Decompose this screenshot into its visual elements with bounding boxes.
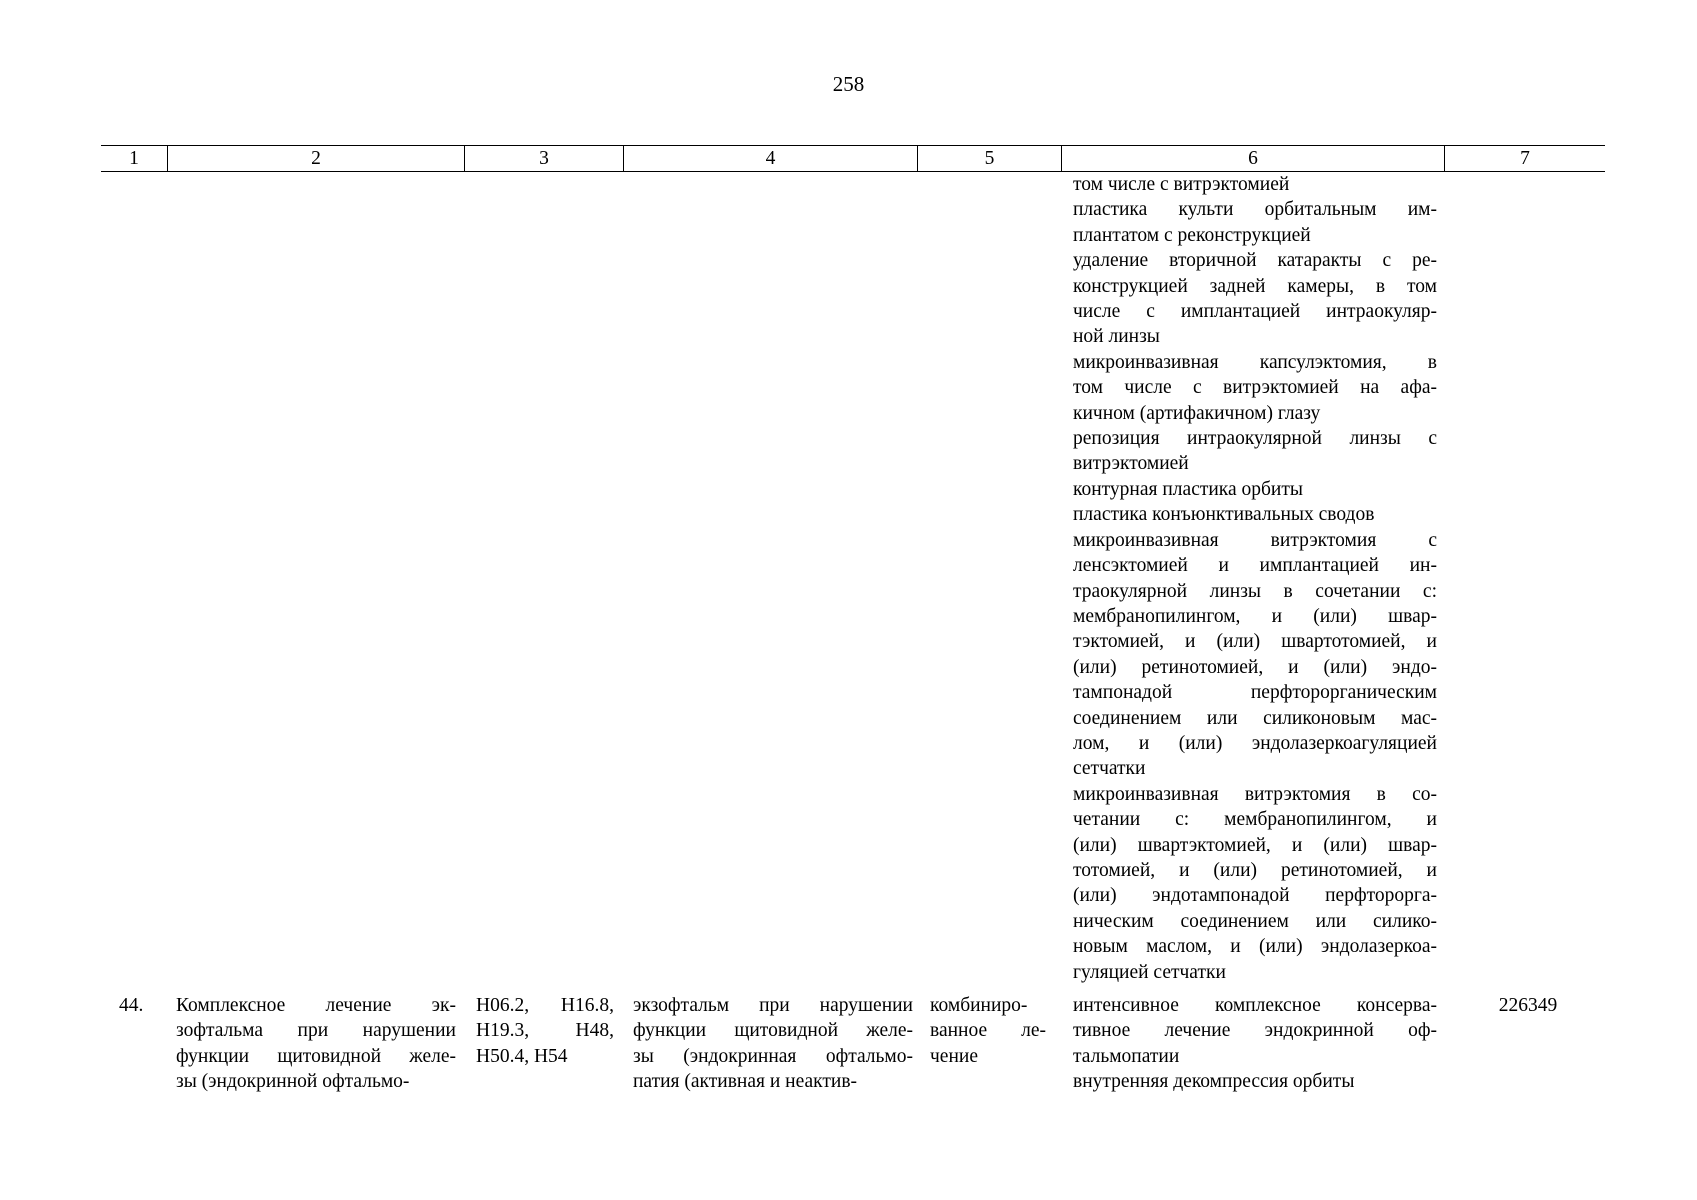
header-col-7: 7 [1444,146,1605,171]
model-line: патия (активная и неактив- [633,1071,858,1093]
method-line: мембранопилингом, и (или) швар- [1073,605,1437,627]
treatment-methods-continuation [1073,172,1437,985]
method-line: четании с: мембранопилингом, и [1073,809,1437,831]
method-entry [1073,782,1437,985]
header-col-5: 5 [917,146,1061,171]
method-entry [1073,248,1437,350]
method-line: контурная пластика орбиты [1073,478,1303,500]
row-number: 44. [119,995,144,1016]
method-entry [1073,477,1437,502]
name-line: зы (эндокринной офтальмо- [176,1071,410,1093]
method-line: тампонадой перфторорганическим [1073,682,1437,704]
method-entry [1073,528,1437,782]
method-line: ническим соединением или силико- [1073,910,1437,932]
method-line: плантатом с реконструкцией [1073,224,1311,246]
method-entry [1073,1069,1437,1094]
method-line: витрэктомией [1073,453,1189,475]
type-line: ванное ле- [930,1020,1046,1042]
method-entry [1073,993,1437,1069]
name-line: функции щитовидной желе- [176,1045,456,1067]
name-line: зофтальма при нарушении [176,1020,456,1042]
method-entry [1073,350,1437,426]
method-line: числе с имплантацией интраокуляр- [1073,301,1437,323]
model-line: зы (эндокринная офтальмо- [633,1045,913,1067]
patient-model [633,993,913,1095]
method-line: (или) эндотампонадой перфторорга- [1073,885,1437,907]
method-line: сетчатки [1073,758,1146,780]
method-entry [1073,172,1437,197]
method-line: тэктомией, и (или) швартотомией, и [1073,631,1437,653]
method-line: репозиция интраокулярной линзы с [1073,428,1437,450]
care-type-name [176,993,456,1095]
code-line: H50.4, H54 [476,1045,568,1067]
method-line: кичном (артифакичном) глазу [1073,402,1321,424]
method-line: внутренняя декомпрессия орбиты [1073,1071,1355,1093]
method-line: микроинвазивная капсулэктомия, в [1073,351,1437,373]
method-line: том числе с витрэктомией на афа- [1073,377,1437,399]
method-line: ной линзы [1073,326,1160,348]
cost-norm: 226349 [1498,995,1558,1016]
method-line: том числе с витрэктомией [1073,174,1290,195]
method-line: пластика культи орбитальным им- [1073,199,1437,221]
header-col-3: 3 [464,146,623,171]
treatment-type [930,993,1046,1069]
method-line: соединением или силиконовым мас- [1073,707,1437,729]
name-line: Комплексное лечение эк- [176,995,456,1016]
code-line: H06.2, H16.8, [476,995,614,1016]
method-line: тотомией, и (или) ретинотомией, и [1073,859,1437,881]
model-line: функции щитовидной желе- [633,1020,913,1042]
header-col-2: 2 [167,146,464,171]
method-line: траокулярной линзы в сочетании с: [1073,580,1437,602]
method-line: новым маслом, и (или) эндолазеркоа- [1073,936,1437,958]
page-number: 258 [832,72,865,96]
method-line: лом, и (или) эндолазеркоагуляцией [1073,732,1437,754]
method-line: тивное лечение эндокринной оф- [1073,1020,1437,1042]
code-line: H19.3, H48, [476,1020,614,1042]
method-line: тальмопатии [1073,1045,1180,1067]
type-line: чение [930,1045,978,1067]
method-line: ленсэктомией и имплантацией ин- [1073,555,1437,577]
method-line: удаление вторичной катаракты с ре- [1073,250,1437,272]
method-entry [1073,197,1437,248]
type-line: комбиниро- [930,995,1028,1016]
table-header-row [101,145,1605,172]
method-entry [1073,426,1437,477]
method-line: пластика конъюнктивальных сводов [1073,504,1375,526]
method-line: интенсивное комплексное консерва- [1073,995,1437,1016]
header-col-6: 6 [1061,146,1444,171]
icd-codes [476,993,614,1069]
method-line: гуляцией сетчатки [1073,961,1226,983]
method-line: (или) ретинотомией, и (или) эндо- [1073,656,1437,678]
model-line: экзофтальм при нарушении [633,995,913,1016]
method-line: (или) швартэктомией, и (или) швар- [1073,834,1437,856]
header-col-4: 4 [623,146,917,171]
method-line: конструкцией задней камеры, в том [1073,275,1437,297]
method-line: микроинвазивная витрэктомия в со- [1073,783,1437,805]
method-entry [1073,502,1437,527]
treatment-methods [1073,993,1437,1095]
method-line: микроинвазивная витрэктомия с [1073,529,1437,551]
header-col-1: 1 [129,148,139,169]
